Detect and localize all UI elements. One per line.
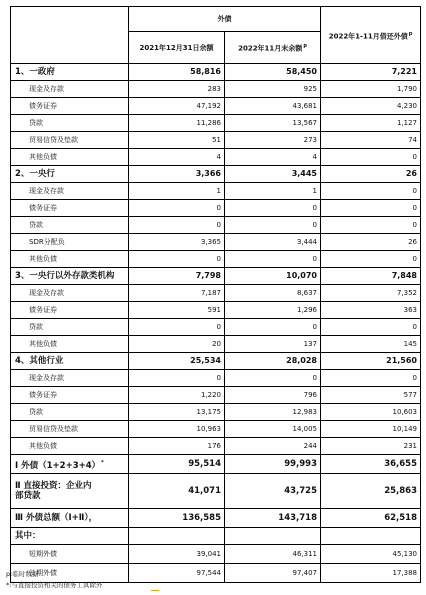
value-2021-dec: 3,365 xyxy=(129,234,225,251)
value-2022-nov: 1,296 xyxy=(225,302,321,319)
row-label: 3、一央行以外存款类机构 xyxy=(11,268,129,285)
value-2022-nov: 43,681 xyxy=(225,98,321,115)
value-2022-jan-nov-flow: 26 xyxy=(321,166,421,183)
fdi-label-line2: 部贷款 xyxy=(15,491,41,501)
table-row xyxy=(11,115,421,132)
value-2022-jan-nov-flow: 45,130 xyxy=(321,545,421,564)
row-label: 现金及存款 xyxy=(11,183,129,200)
footnote-exclusion: *:与直接投资相关的债务工具除外 xyxy=(6,581,103,589)
row-label: 其他负债 xyxy=(11,438,129,455)
value-2022-nov: 14,005 xyxy=(225,421,321,438)
row-label: 其他负债 xyxy=(11,149,129,166)
row-label: 贷款 xyxy=(11,115,129,132)
gross-label: Ⅲ 外债总额（Ⅰ+Ⅱ）， xyxy=(11,509,129,528)
value-2021-dec: 0 xyxy=(129,319,225,336)
value-2022-nov: 0 xyxy=(225,217,321,234)
value-2022-nov: 43,725 xyxy=(225,474,321,509)
table-row xyxy=(11,387,421,404)
header-col3 xyxy=(321,7,421,64)
value-2021-dec: 7,798 xyxy=(129,268,225,285)
value-2022-jan-nov-flow: 1,127 xyxy=(321,115,421,132)
row-label: 现金及存款 xyxy=(11,370,129,387)
value-2021-dec: 3,366 xyxy=(129,166,225,183)
value-2022-nov: 0 xyxy=(225,319,321,336)
value-2022-nov: 137 xyxy=(225,336,321,353)
row-label: 其他负债 xyxy=(11,251,129,268)
row-label: 1、一政府 xyxy=(11,64,129,81)
row-label: 贷款 xyxy=(11,319,129,336)
value-2021-dec: 0 xyxy=(129,251,225,268)
value-2022-jan-nov-flow: 25,863 xyxy=(321,474,421,509)
value-2021-dec: 13,175 xyxy=(129,404,225,421)
value-2021-dec: 1,220 xyxy=(129,387,225,404)
value-2022-nov: 10,070 xyxy=(225,268,321,285)
section-row xyxy=(11,268,421,285)
row-label: SDR分配负 xyxy=(11,234,129,251)
value-2022-nov: 796 xyxy=(225,387,321,404)
value-2022-nov: 925 xyxy=(225,81,321,98)
value-2021-dec: 176 xyxy=(129,438,225,455)
table-row xyxy=(11,302,421,319)
section-row xyxy=(11,353,421,370)
long-term-label: 长期外债 xyxy=(11,564,129,583)
header-col1: 2021年12月31日余额 xyxy=(129,32,225,64)
value-2022-jan-nov-flow: 0 xyxy=(321,149,421,166)
table-row xyxy=(11,285,421,302)
total-label xyxy=(11,455,129,474)
value-2021-dec: 20 xyxy=(129,336,225,353)
value-2021-dec: 0 xyxy=(129,370,225,387)
row-label: 现金及存款 xyxy=(11,285,129,302)
table-row xyxy=(11,217,421,234)
value-2022-nov: 97,407 xyxy=(225,564,321,583)
total-external-debt-row xyxy=(11,455,421,474)
row-label: 贸易信贷及垫款 xyxy=(11,421,129,438)
value-2022-jan-nov-flow: 62,518 xyxy=(321,509,421,528)
empty-cell xyxy=(129,528,225,545)
short-term-debt-row xyxy=(11,545,421,564)
table-row xyxy=(11,336,421,353)
table-row xyxy=(11,370,421,387)
row-label: 债务证券 xyxy=(11,200,129,217)
fdi-label xyxy=(11,474,129,509)
row-label: 债务证券 xyxy=(11,302,129,319)
value-2022-jan-nov-flow: 74 xyxy=(321,132,421,149)
value-2022-nov: 4 xyxy=(225,149,321,166)
short-term-label: 短期外债 xyxy=(11,545,129,564)
row-label: 贷款 xyxy=(11,217,129,234)
table-row xyxy=(11,149,421,166)
value-2021-dec: 95,514 xyxy=(129,455,225,474)
value-2021-dec: 58,816 xyxy=(129,64,225,81)
value-2022-nov: 0 xyxy=(225,200,321,217)
value-2022-jan-nov-flow: 10,149 xyxy=(321,421,421,438)
value-2022-jan-nov-flow: 0 xyxy=(321,319,421,336)
direct-investment-row xyxy=(11,474,421,509)
value-2021-dec: 47,192 xyxy=(129,98,225,115)
table-row xyxy=(11,421,421,438)
table-row xyxy=(11,81,421,98)
value-2021-dec: 51 xyxy=(129,132,225,149)
value-2022-jan-nov-flow: 17,388 xyxy=(321,564,421,583)
value-2022-nov: 3,445 xyxy=(225,166,321,183)
value-2022-jan-nov-flow: 36,655 xyxy=(321,455,421,474)
value-2021-dec: 0 xyxy=(129,200,225,217)
value-2022-nov: 1 xyxy=(225,183,321,200)
value-2022-nov: 0 xyxy=(225,370,321,387)
value-2022-nov: 0 xyxy=(225,251,321,268)
table-row xyxy=(11,319,421,336)
empty-cell xyxy=(225,528,321,545)
row-label: 其他负债 xyxy=(11,336,129,353)
table-row xyxy=(11,98,421,115)
table-row xyxy=(11,404,421,421)
header-row-group xyxy=(11,7,421,32)
value-2021-dec: 283 xyxy=(129,81,225,98)
value-2022-nov: 143,718 xyxy=(225,509,321,528)
footnote-provisional: p:临时数据 xyxy=(6,570,39,578)
value-2022-jan-nov-flow: 7,848 xyxy=(321,268,421,285)
fdi-label-line1: Ⅱ 直接投资：企业内 xyxy=(15,481,92,491)
row-label: 贸易信贷及垫款 xyxy=(11,132,129,149)
value-2022-jan-nov-flow: 7,221 xyxy=(321,64,421,81)
footnotes xyxy=(6,569,102,591)
value-2022-jan-nov-flow: 10,603 xyxy=(321,404,421,421)
table-row xyxy=(11,438,421,455)
header-col3-text: 2022年1-11月借还外债 xyxy=(328,32,408,41)
header-group-label: 外债 xyxy=(129,7,321,32)
value-2022-nov: 46,311 xyxy=(225,545,321,564)
table-row xyxy=(11,200,421,217)
row-label: 贷款 xyxy=(11,404,129,421)
table-row xyxy=(11,132,421,149)
of-which-row xyxy=(11,528,421,545)
value-2022-jan-nov-flow: 21,560 xyxy=(321,353,421,370)
row-label: 债务证券 xyxy=(11,98,129,115)
value-2022-nov: 12,983 xyxy=(225,404,321,421)
value-2022-jan-nov-flow: 26 xyxy=(321,234,421,251)
section-row xyxy=(11,166,421,183)
value-2022-jan-nov-flow: 145 xyxy=(321,336,421,353)
section-row xyxy=(11,64,421,81)
value-2021-dec: 136,585 xyxy=(129,509,225,528)
gross-external-debt-row xyxy=(11,509,421,528)
value-2022-jan-nov-flow: 1,790 xyxy=(321,81,421,98)
value-2022-nov: 99,993 xyxy=(225,455,321,474)
value-2022-jan-nov-flow: 231 xyxy=(321,438,421,455)
of-which-label: 其中： xyxy=(11,528,129,545)
value-2021-dec: 1 xyxy=(129,183,225,200)
header-col2-sup: p xyxy=(303,43,307,50)
header-col2 xyxy=(225,32,321,64)
value-2022-nov: 273 xyxy=(225,132,321,149)
value-2022-jan-nov-flow: 0 xyxy=(321,251,421,268)
value-2021-dec: 11,286 xyxy=(129,115,225,132)
table-row xyxy=(11,183,421,200)
value-2022-nov: 13,567 xyxy=(225,115,321,132)
value-2021-dec: 97,544 xyxy=(129,564,225,583)
row-label: 债务证券 xyxy=(11,387,129,404)
value-2022-jan-nov-flow: 0 xyxy=(321,217,421,234)
value-2022-jan-nov-flow: 0 xyxy=(321,183,421,200)
header-col3-sup: p xyxy=(408,30,413,37)
value-2021-dec: 7,187 xyxy=(129,285,225,302)
value-2021-dec: 10,963 xyxy=(129,421,225,438)
external-debt-table-page xyxy=(10,6,420,583)
total-label-text: Ⅰ 外债（1+2+3+4） xyxy=(15,460,101,471)
external-debt-table xyxy=(10,6,421,583)
value-2022-nov: 28,028 xyxy=(225,353,321,370)
value-2022-nov: 244 xyxy=(225,438,321,455)
value-2022-jan-nov-flow: 0 xyxy=(321,370,421,387)
row-label: 2、一央行 xyxy=(11,166,129,183)
value-2022-nov: 3,444 xyxy=(225,234,321,251)
value-2022-jan-nov-flow: 577 xyxy=(321,387,421,404)
value-2021-dec: 0 xyxy=(129,217,225,234)
value-2022-jan-nov-flow: 363 xyxy=(321,302,421,319)
row-label: 4、其他行业 xyxy=(11,353,129,370)
value-2021-dec: 39,041 xyxy=(129,545,225,564)
header-corner-cell xyxy=(11,7,129,64)
value-2021-dec: 591 xyxy=(129,302,225,319)
row-label: 现金及存款 xyxy=(11,81,129,98)
value-2022-nov: 58,450 xyxy=(225,64,321,81)
page-corner-mark xyxy=(151,590,159,591)
empty-cell xyxy=(321,528,421,545)
value-2022-jan-nov-flow: 7,352 xyxy=(321,285,421,302)
value-2021-dec: 41,071 xyxy=(129,474,225,509)
total-label-sup: * xyxy=(101,459,104,466)
value-2021-dec: 25,534 xyxy=(129,353,225,370)
value-2022-jan-nov-flow: 0 xyxy=(321,200,421,217)
table-row xyxy=(11,251,421,268)
table-row xyxy=(11,234,421,251)
header-col2-text: 2022年11月末余额 xyxy=(238,44,303,53)
value-2022-nov: 8,637 xyxy=(225,285,321,302)
value-2022-jan-nov-flow: 4,230 xyxy=(321,98,421,115)
value-2021-dec: 4 xyxy=(129,149,225,166)
